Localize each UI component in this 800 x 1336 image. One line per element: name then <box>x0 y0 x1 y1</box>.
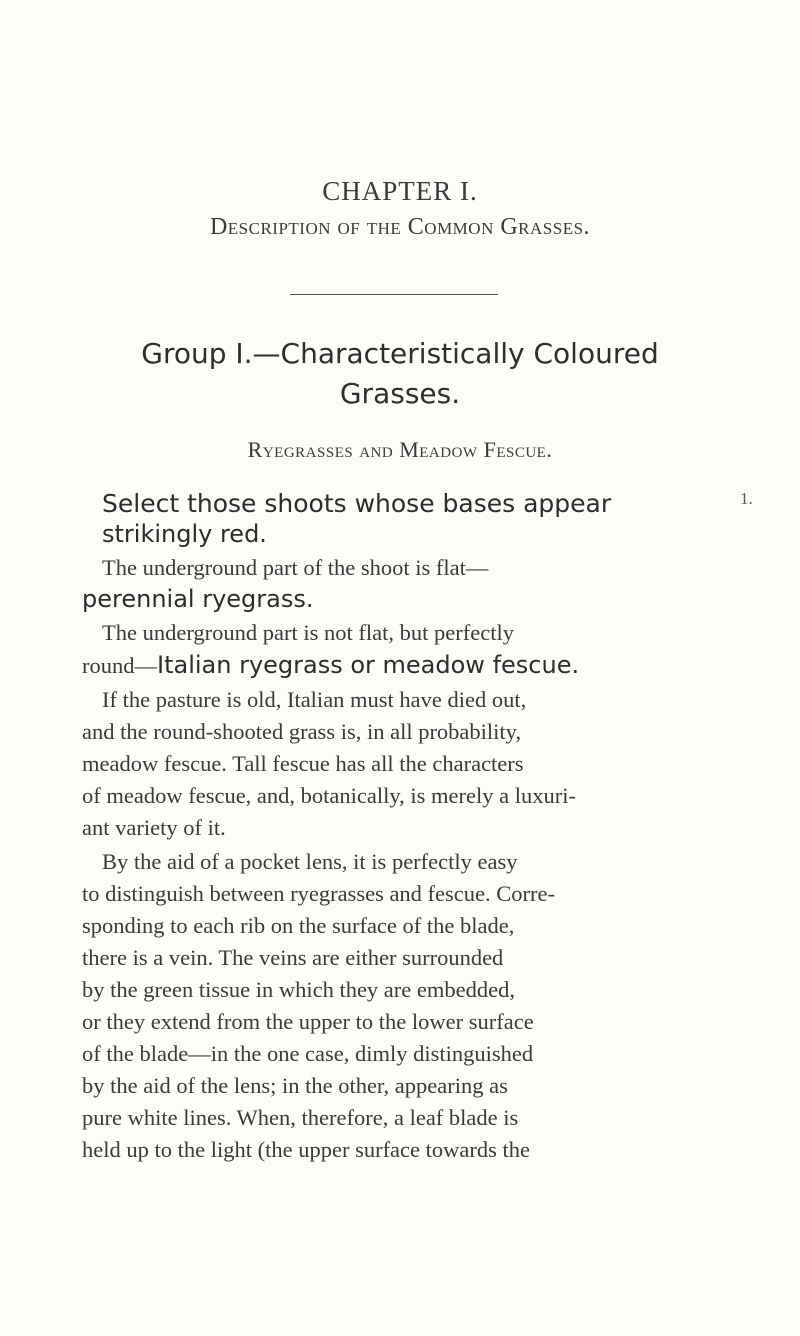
section-heading: Ryegrasses and Meadow Fescue. <box>247 437 553 462</box>
margin-note: 1. <box>740 489 753 508</box>
body-line: meadow fescue. Tall fescue has all the characters <box>82 751 524 776</box>
body-line: The underground part is not flat, but perfectly <box>102 620 514 645</box>
body-line: Select those shoots whose bases appear <box>102 489 612 518</box>
body-line: there is a vein. The veins are either surrounded <box>82 945 504 970</box>
body-line: and the round-shooted grass is, in all probability, <box>82 719 522 744</box>
body-line: by the green tissue in which they are embedded, <box>82 977 515 1002</box>
body-line: or they extend from the upper to the lower surface <box>82 1009 534 1034</box>
group-heading-line-1: Group I.—Characteristically Coloured <box>141 337 659 370</box>
body-line: pure white lines. When, therefore, a leaf blade is <box>82 1105 519 1130</box>
bold-phrase: Italian ryegrass or meadow fescue. <box>157 651 580 679</box>
body-line: sponding to each rib on the surface of the blade, <box>82 913 515 938</box>
body-line: held up to the light (the upper surface towards the <box>82 1137 530 1162</box>
body-line: of meadow fescue, and, botanically, is merely a luxuri- <box>82 783 576 808</box>
chapter-subtitle: Description of the Common Grasses. <box>209 214 591 240</box>
body-line: The underground part of the shoot is flat— <box>102 555 489 580</box>
divider-rule <box>290 294 498 295</box>
body-line: If the pasture is old, Italian must have died out, <box>102 687 527 712</box>
body-line: to distinguish between ryegrasses and fescue. Corre- <box>82 881 555 906</box>
body-line: by the aid of the lens; in the other, appearing as <box>82 1073 508 1098</box>
body-line: round—Italian ryegrass or meadow fescue. <box>82 651 580 679</box>
body-line: strikingly red. <box>102 520 267 548</box>
body-line: of the blade—in the one case, dimly distinguished <box>82 1041 534 1066</box>
group-heading-line-2: Grasses. <box>339 377 461 410</box>
body-line: ant variety of it. <box>82 815 226 840</box>
body-line: perennial ryegrass. <box>82 585 314 613</box>
chapter-heading: CHAPTER I. <box>322 176 478 206</box>
body-line: By the aid of a pocket lens, it is perfectly easy <box>102 849 518 874</box>
